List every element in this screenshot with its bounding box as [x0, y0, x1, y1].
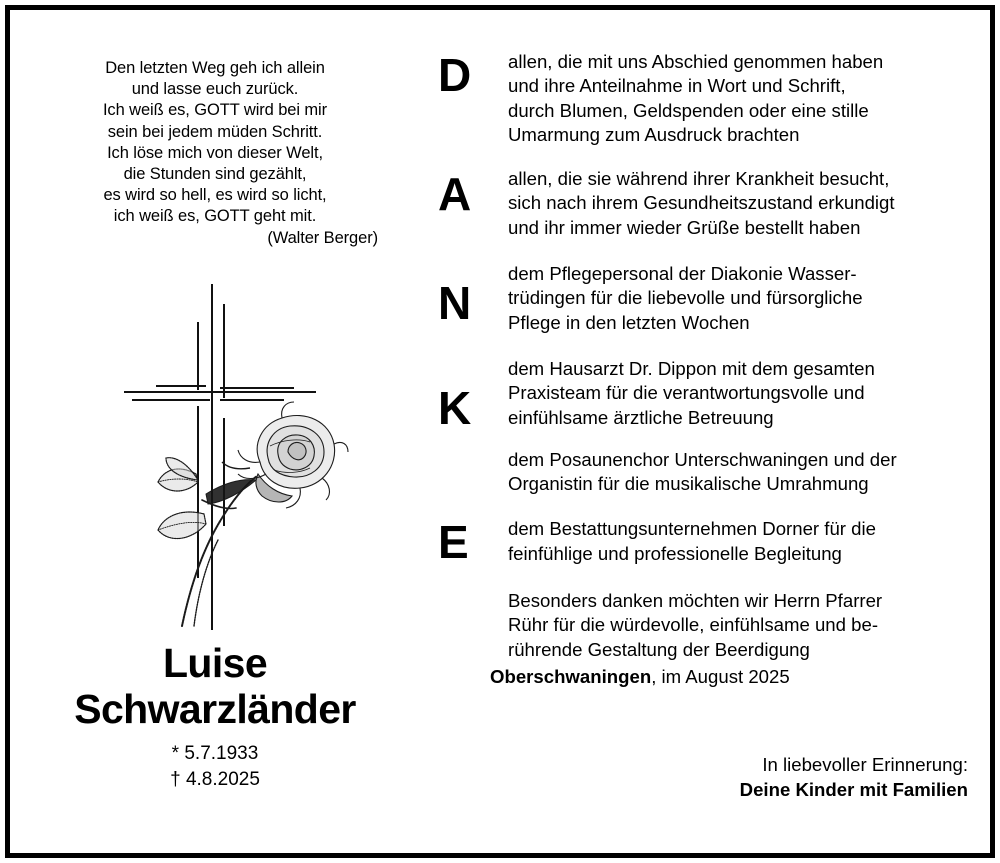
- danke-line: rührende Gestaltung der Beerdigung: [508, 638, 810, 660]
- danke-line: allen, die mit uns Abschied genommen haben: [508, 51, 884, 72]
- danke-entry: [438, 50, 990, 147]
- danke-line: dem Pflegepersonal der Diakonie Wasser-: [508, 263, 857, 285]
- danke-line: Praxisteam für die verantwortungsvolle und: [508, 382, 865, 404]
- danke-entry-text: [508, 262, 990, 335]
- danke-line: und ihre Anteilnahme in Wort und Schrift,: [508, 75, 846, 97]
- right-column: [420, 10, 990, 853]
- deceased-first-name: Luise: [162, 640, 268, 686]
- danke-entry: [438, 589, 990, 662]
- danke-line: Rühr für die würdevolle, einfühlsame und be-: [508, 614, 879, 636]
- poem-line: Den letzten Weg geh ich allein: [105, 59, 325, 77]
- poem-line: es wird so hell, es wird so licht,: [103, 186, 327, 205]
- danke-entry-text: [508, 357, 990, 430]
- danke-line: Umarmung zum Ausdruck brachten: [508, 123, 800, 145]
- deceased-last-name: Schwarzländer: [74, 686, 356, 732]
- poem-line: Ich weiß es, GOTT wird bei mir: [102, 101, 328, 120]
- danke-line: trüdingen für die liebevolle und fürsorgliche: [508, 287, 863, 309]
- birth-date: * 5.7.1933: [171, 743, 259, 764]
- poem-attribution: (Walter Berger): [267, 228, 378, 247]
- memorial-poem: [10, 58, 420, 249]
- danke-line: allen, die sie während ihrer Krankheit besucht,: [508, 168, 890, 190]
- date-text: , im August 2025: [651, 666, 790, 687]
- danke-line: dem Hausarzt Dr. Dippon mit dem gesamten: [508, 357, 875, 379]
- danke-line: dem Bestattungsunternehmen Dorner für die: [508, 518, 876, 540]
- cross-with-rose-icon: [110, 278, 350, 634]
- danke-entry-text: [508, 517, 990, 566]
- acrostic-letter-n: N: [438, 277, 471, 330]
- danke-entry: [438, 262, 990, 335]
- poem-line: und lasse euch zurück.: [131, 80, 299, 99]
- poem-line: sein bei jedem müden Schritt.: [107, 122, 323, 141]
- danke-entry-text: [508, 448, 990, 497]
- danke-line: Besonders danken möchten wir Herrn Pfarrer: [508, 590, 883, 612]
- place-name: Oberschwaningen: [490, 666, 652, 687]
- danke-line: Organistin für die musikalische Umrahmung: [508, 473, 869, 495]
- danke-line: Pflege in den letzten Wochen: [508, 311, 750, 333]
- death-date: † 4.8.2025: [170, 769, 260, 790]
- place-and-date: [490, 665, 790, 689]
- signature-intro: In liebevoller Erinnerung:: [762, 754, 968, 775]
- acrostic-letter-a: A: [438, 168, 471, 221]
- poem-line: die Stunden sind gezählt,: [123, 165, 307, 184]
- danke-line: durch Blumen, Geldspenden oder eine stille: [508, 99, 869, 121]
- danke-acrostic-list: [438, 50, 990, 662]
- danke-entry: [438, 448, 990, 497]
- signature-family: Deine Kinder mit Familien: [739, 779, 968, 800]
- danke-line: sich nach ihrem Gesundheitszustand erkundigt: [508, 192, 895, 214]
- deceased-name-block: [10, 640, 420, 793]
- danke-entry-text: [508, 50, 990, 147]
- life-dates: [10, 741, 420, 793]
- danke-entry-text: [508, 167, 990, 240]
- poem-line: ich weiß es, GOTT geht mit.: [113, 207, 317, 226]
- notice-inner: [10, 10, 990, 853]
- danke-entry: [438, 167, 990, 240]
- danke-line: feinfühlige und professionelle Begleitung: [508, 542, 842, 564]
- acrostic-letter-k: K: [438, 381, 471, 434]
- danke-line: dem Posaunenchor Unterschwaningen und der: [508, 448, 897, 470]
- danke-entry-text: [508, 589, 990, 662]
- poem-line: Ich löse mich von dieser Welt,: [107, 143, 323, 162]
- danke-entry: [438, 516, 990, 569]
- left-column: [10, 10, 420, 853]
- danke-entry: [438, 357, 990, 434]
- acrostic-letter-d: D: [438, 49, 471, 101]
- acrostic-letter-e: E: [438, 516, 469, 569]
- danke-line: und ihr immer wieder Grüße bestellt haben: [508, 216, 861, 238]
- signature-block: [740, 752, 968, 802]
- danke-line: einfühlsame ärztliche Betreuung: [508, 406, 774, 428]
